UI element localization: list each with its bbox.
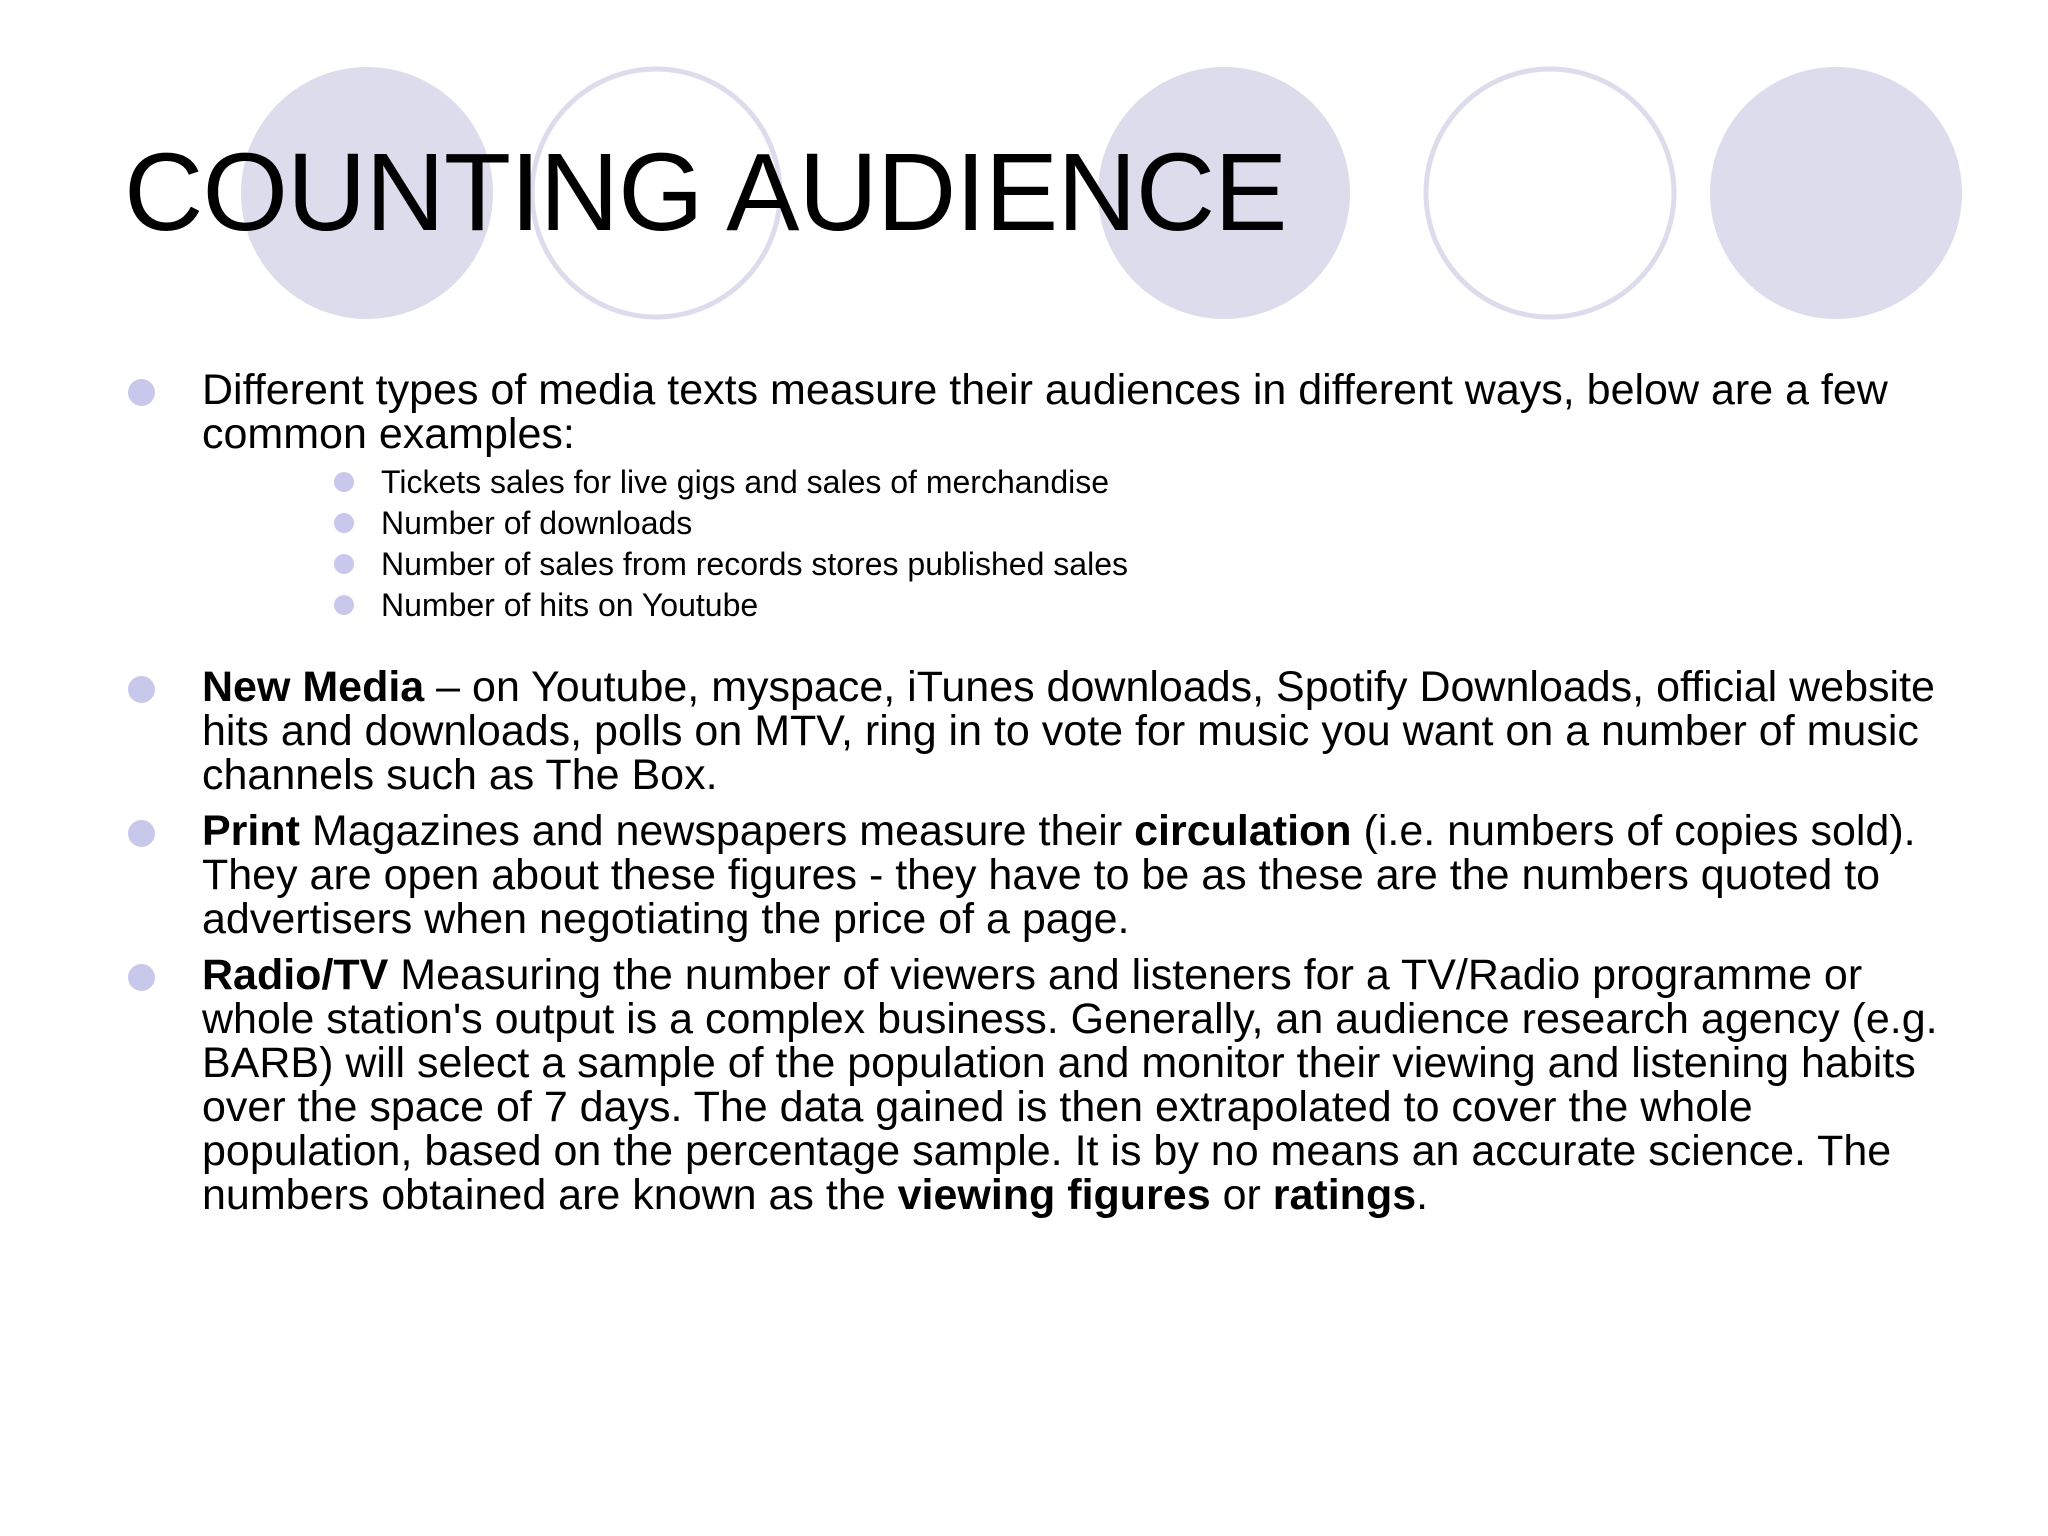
intro-text: Different types of media texts measure their audiences in different ways, below are a few common examples: [202, 366, 1888, 458]
intro-bullet [202, 368, 1942, 456]
sub-bullet-text: Number of hits on Youtube [381, 587, 759, 623]
radio-tv-label: Radio/TV [202, 951, 389, 999]
new-media-bullet [202, 665, 1942, 797]
print-text-2: (i.e. numbers of copies sold). They are open about these figures - they have to be as these are the numbers quoted to advertisers when negotiating the price of a page. [202, 807, 1916, 943]
bullet-dot [128, 964, 155, 991]
print-bullet [202, 809, 1942, 941]
sub-bullet-text: Tickets sales for live gigs and sales of merchandise [381, 464, 1110, 500]
sub-bullet-text: Number of sales from records stores published sales [381, 546, 1128, 582]
radio-tv-term-1: viewing figures [897, 1171, 1211, 1219]
sub-bullet-dot [334, 554, 354, 574]
bullet-dot [128, 820, 155, 847]
radio-tv-text-3: . [1416, 1171, 1429, 1219]
sub-bullet-item [381, 503, 1781, 543]
print-term: circulation [1134, 807, 1352, 855]
new-media-text: – on Youtube, myspace, iTunes downloads, Spotify Downloads, official website hits and downloads, polls on MTV, ring in to vote for music you want on a number of music channels such as The Box. [202, 663, 1935, 799]
sub-bullet-item [381, 585, 1781, 625]
radio-tv-text-2: or [1210, 1171, 1273, 1219]
sub-bullet-text: Number of downloads [381, 505, 693, 541]
bullet-dot [128, 379, 155, 406]
new-media-label: New Media [202, 663, 425, 711]
print-label: Print [202, 807, 300, 855]
sub-bullet-dot [334, 513, 354, 533]
sub-bullet-item [381, 462, 1781, 502]
radio-tv-term-2: ratings [1272, 1171, 1417, 1219]
bullet-dot [128, 676, 155, 703]
print-text-1: Magazines and newspapers measure their [299, 807, 1135, 855]
sub-bullet-dot [334, 595, 354, 615]
radio-tv-text-1: Measuring the number of viewers and listeners for a TV/Radio programme or whole station's output is a complex business. Generally, an audience research agency (e.g. BARB) will select a sample of the population and monitor their viewing and listening habits over the space of 7 days. The data gained is then extrapolated to cover the whole population, based on the percentage sample. It is by no means an accurate science. The numbers obtained are known as the [202, 951, 1938, 1219]
slide-title: COUNTING AUDIENCE [124, 131, 1287, 254]
radio-tv-bullet [202, 953, 1942, 1217]
sub-bullet-item [381, 544, 1781, 584]
sub-bullet-dot [334, 472, 354, 492]
